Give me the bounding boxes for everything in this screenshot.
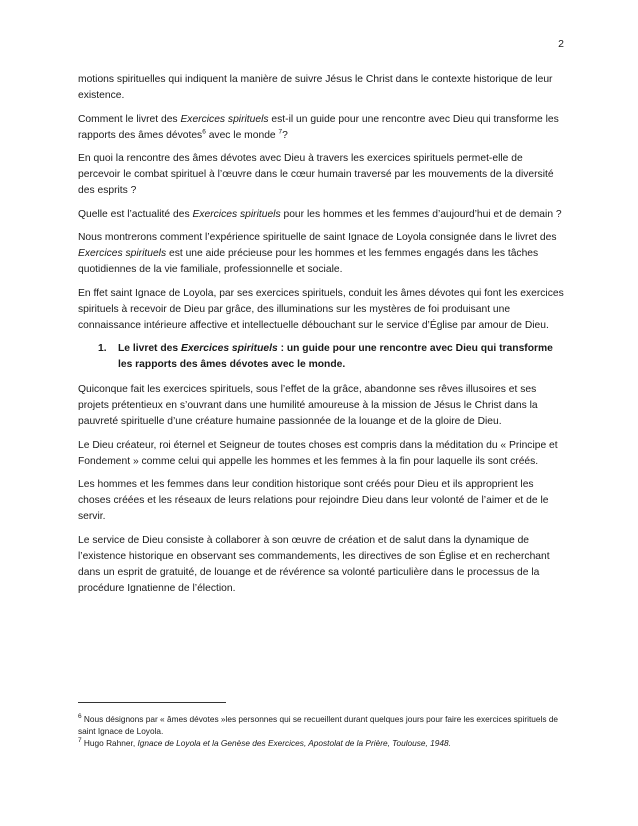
footnote-ref-6[interactable]: 6 xyxy=(202,128,206,136)
paragraph-1: motions spirituelles qui indiquent la manière de suivre Jésus le Christ dans le contexte historique de leur existence. xyxy=(78,74,553,101)
paragraph-2-italic: Exercices spirituels xyxy=(180,113,269,125)
paragraph-5-italic: Exercices spirituels xyxy=(78,248,167,259)
footnote-ref-7[interactable]: 7 xyxy=(278,128,283,136)
footnote-6-text: Nous désignons par « âmes dévotes »les personnes qui se recueillent durant quelques jours pour faire les exercices spirituels de saint Ignace de Loyola. xyxy=(78,714,559,736)
section-title xyxy=(118,341,566,373)
paragraph-6: En ffet saint Ignace de Loyola, par ses exercices spirituels, conduit les âmes dévotes qui font les exercices spirituels à recevoir de Dieu par grâce, des illuminations sur les mystères de foi produisant une connaissance intérieure affective et intellectuelle débouchant sur le service d’Église par amour de Dieu. xyxy=(78,287,564,331)
footnote-divider xyxy=(78,702,226,703)
footnote-7-italic: Ignace de Loyola et la Genèse des Exercices, Apostolat de la Prière, Toulouse, 1948. xyxy=(137,738,451,748)
paragraph-2-text-a: Comment le livret des xyxy=(78,113,181,125)
paragraph-9: Les hommes et les femmes dans leur condition historique sont créés pour Dieu et ils approprient les choses créées et les réseaux de leurs relations pour rejoindre Dieu dans leur volonté de l’aimer et de le servir. xyxy=(78,479,549,522)
paragraph-7: Quiconque fait les exercices spirituels, sous l’effet de la grâce, abandonne ses rêves illusoires et ses projets prétentieux en s’ouvrant dans une humilité amoureuse à la mission de Jésus le Christ dans la pauvreté spirituelle d’une créature humaine passionnée de la louange et de la gloire de Dieu. xyxy=(78,384,538,427)
paragraph-8: Le Dieu créateur, roi éternel et Seigneur de toutes choses est compris dans la méditation du « Principe et Fondement » comme celui qui appelle les hommes et les femmes à la fin pour laquelle ils sont créés. xyxy=(78,439,558,467)
paragraph-4 xyxy=(78,207,566,223)
paragraph-5 xyxy=(78,230,566,278)
section-title-a: Le livret des xyxy=(118,343,181,354)
paragraph-4-text-a: Quelle est l’actualité des xyxy=(78,208,193,220)
paragraph-2-text-d: ? xyxy=(282,129,288,141)
paragraph-5-text-b: est une aide précieuse pour les hommes et les femmes engagés dans les tâches quotidiennes de la vie familiale, professionnelle et sociale. xyxy=(78,248,539,275)
footnotes xyxy=(78,702,566,749)
section-heading xyxy=(98,341,566,373)
footnote-7-mark: 7 xyxy=(78,737,82,745)
paragraph-10: Le service de Dieu consiste à collaborer à son œuvre de création et de salut dans la dynamique de l’existence historique en observant ses commandements, les directives de son Église et en recherchant dans un esprit de gratuité, de louange et de révérence sa volonté particulière dans le processus de la procédure Ignatienne de l’élection. xyxy=(78,534,550,594)
footnote-7 xyxy=(78,737,566,749)
section-number: 1. xyxy=(98,343,107,354)
paragraph-4-italic: Exercices spirituels xyxy=(192,208,281,220)
section-title-italic: Exercices spirituels xyxy=(180,343,278,354)
paragraph-2 xyxy=(78,112,566,144)
document-body xyxy=(78,72,566,604)
paragraph-4-text-b: pour les hommes et les femmes d’aujourd’hui et de demain ? xyxy=(280,208,562,220)
page-number: 2 xyxy=(558,38,564,50)
paragraph-5-text-a: Nous montrerons comment l’expérience spirituelle de saint Ignace de Loyola consignée dans le livret des xyxy=(78,232,557,243)
section-title-b: : un guide pour une rencontre avec Dieu qui transforme les rapports des âmes dévotes avec le monde. xyxy=(118,343,553,370)
footnote-6-mark: 6 xyxy=(78,713,82,721)
paragraph-2-text-b: est-il un guide pour une rencontre avec Dieu qui transforme les rapports des âmes dévotes xyxy=(78,113,559,141)
footnote-6 xyxy=(78,713,566,737)
paragraph-3: En quoi la rencontre des âmes dévotes avec Dieu à travers les exercices spirituels permet-elle de percevoir le combat spirituel à l’œuvre dans le cœur humain traversé par les mouvements de la diversité des esprits ? xyxy=(78,153,554,196)
paragraph-2-text-c: avec le monde xyxy=(205,129,279,141)
footnote-7-text: Hugo Rahner, xyxy=(81,738,138,748)
